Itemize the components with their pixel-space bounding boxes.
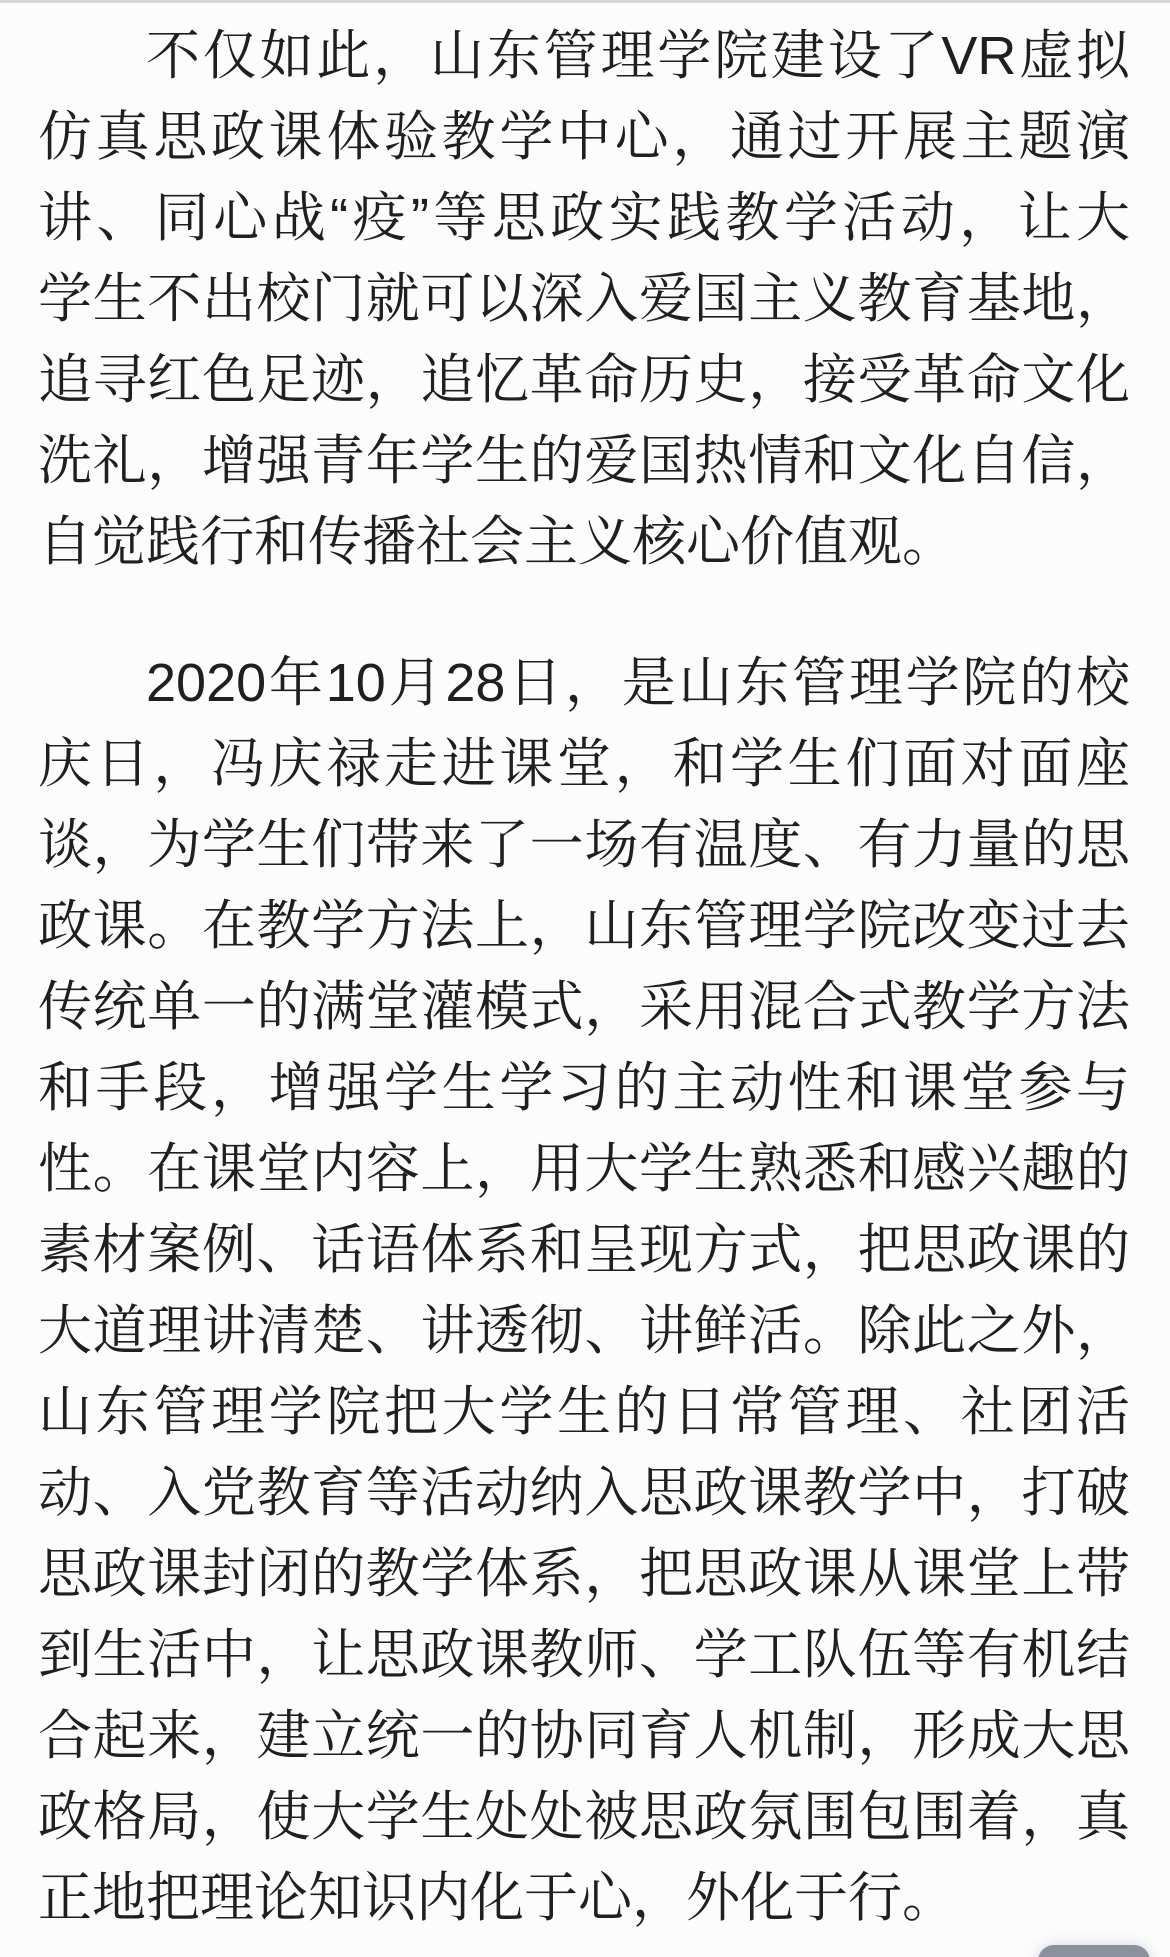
text-line: 和手段，增强学生学习的主动性和课堂参与 — [38, 1058, 1130, 1118]
text-line: 2020年10月28日，是山东管理学院的校 — [146, 653, 1130, 713]
text-line: 自觉践行和传播社会主义核心价值观。 — [38, 512, 956, 572]
text-line: 传统单一的满堂灌模式，采用混合式教学方法 — [38, 977, 1130, 1037]
text-line: 到生活中，让思政课教师、学工队伍等有机结 — [38, 1625, 1130, 1685]
text-line: 仿真思政课体验教学中心，通过开展主题演 — [38, 107, 1130, 167]
text-line: 正地把理论知识内化于心，外化于行。 — [38, 1868, 956, 1928]
paragraph-vr-center — [38, 16, 1130, 583]
text-line: 政格局，使大学生处处被思政氛围包围着，真 — [38, 1787, 1130, 1847]
text-line: 动、入党教育等活动纳入思政课教学中，打破 — [38, 1463, 1130, 1523]
text-line: 思政课封闭的教学体系，把思政课从课堂上带 — [38, 1544, 1130, 1604]
paragraph-anniversary-class — [38, 643, 1130, 1939]
text-line: 追寻红色足迹，追忆革命历史，接受革命文化 — [38, 350, 1130, 410]
text-line: 政课。在教学方法上，山东管理学院改变过去 — [38, 896, 1130, 956]
text-line: 性。在课堂内容上，用大学生熟悉和感兴趣的 — [38, 1139, 1130, 1199]
text-line: 大道理讲清楚、讲透彻、讲鲜活。除此之外， — [38, 1301, 1130, 1361]
text-line: 讲、同心战“疫”等思政实践教学活动，让大 — [38, 188, 1130, 248]
text-line: 谈，为学生们带来了一场有温度、有力量的思 — [38, 815, 1130, 875]
top-edge-divider — [0, 0, 1170, 3]
text-line: 不仅如此，山东管理学院建设了VR虚拟 — [146, 26, 1130, 86]
text-line: 学生不出校门就可以深入爱国主义教育基地， — [38, 269, 1130, 329]
article-body — [38, 16, 1130, 1939]
text-line: 素材案例、话语体系和呈现方式，把思政课的 — [38, 1220, 1130, 1280]
text-line: 合起来，建立统一的协同育人机制，形成大思 — [38, 1706, 1130, 1766]
text-line: 山东管理学院把大学生的日常管理、社团活 — [38, 1382, 1130, 1442]
floating-action-button[interactable] — [1038, 1945, 1150, 1957]
text-line: 庆日，冯庆禄走进课堂，和学生们面对面座 — [38, 734, 1130, 794]
text-line: 洗礼，增强青年学生的爱国热情和文化自信， — [38, 431, 1130, 491]
